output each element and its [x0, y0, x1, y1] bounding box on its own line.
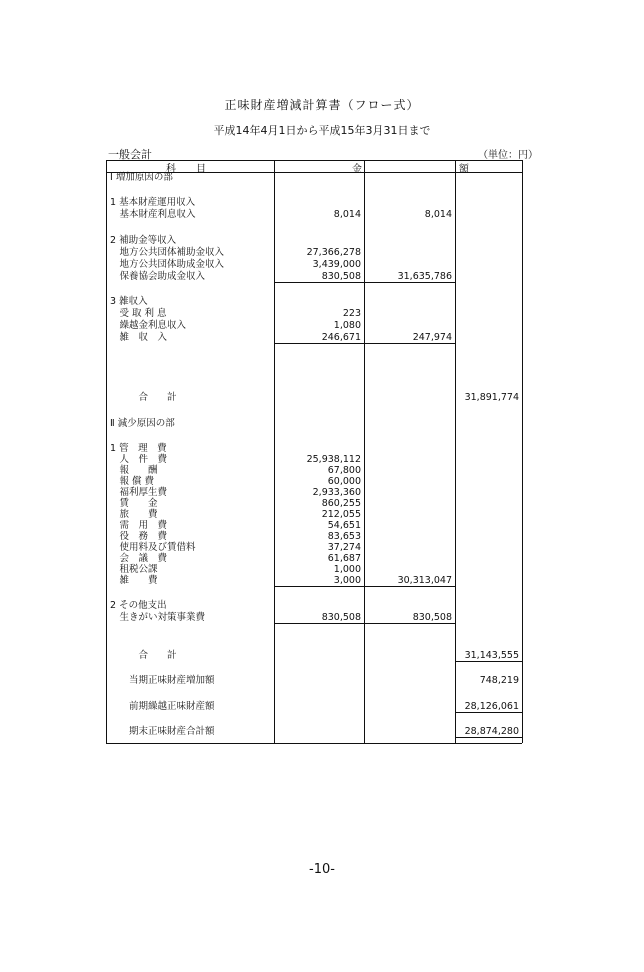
row-label: 1 管 理 費 [110, 443, 167, 454]
amount-detail: 246,671 [321, 332, 361, 343]
section-label: 一般会計 [108, 148, 152, 161]
amount-detail: 3,000 [333, 575, 361, 586]
header-subject: 科 目 [166, 164, 206, 175]
column-divider-2 [364, 160, 365, 743]
row-label: 前期繰越正味財産額 [110, 701, 215, 712]
amount-detail: 2,933,360 [312, 487, 361, 498]
row-label: 2 補助金等収入 [110, 235, 177, 246]
header-amount-right: 額 [459, 164, 469, 175]
page-number: -10- [309, 862, 335, 877]
row-label: 雑 費 [110, 575, 158, 586]
financial-table [106, 160, 522, 743]
amount-detail: 830,508 [321, 612, 361, 623]
row-label: 合 計 [110, 650, 177, 661]
total-rule [455, 661, 522, 662]
amount-subtotal: 30,313,047 [397, 575, 452, 586]
amount-subtotal: 8,014 [424, 209, 452, 220]
amount-detail: 223 [342, 308, 361, 319]
amount-detail: 830,508 [321, 271, 361, 282]
row-label: 報 酬 [110, 465, 158, 476]
row-label: 需 用 費 [110, 520, 168, 531]
total-rule [455, 737, 522, 738]
row-label: 受 取 利 息 [110, 308, 167, 319]
amount-detail: 860,255 [321, 498, 361, 509]
table-border-bottom [106, 743, 522, 744]
row-label: Ⅱ 減少原因の部 [110, 418, 175, 429]
row-label: 繰越金利息収入 [110, 320, 187, 331]
amount-total: 31,143,555 [464, 650, 519, 661]
row-label: 基本財産利息収入 [110, 209, 196, 220]
total-rule [455, 712, 522, 713]
amount-subtotal: 830,508 [412, 612, 452, 623]
amount-detail: 8,014 [333, 209, 361, 220]
row-label: 期末正味財産合計額 [110, 726, 215, 737]
unit-label: （単位：円） [478, 150, 538, 161]
subtotal-rule [274, 586, 455, 587]
amount-detail: 27,366,278 [306, 247, 361, 258]
amount-total: 31,891,774 [464, 392, 519, 403]
row-label: 会 議 費 [110, 553, 168, 564]
amount-detail: 212,055 [321, 509, 361, 520]
reporting-period: 平成14年4月1日から平成15年3月31日まで [213, 124, 431, 137]
subtotal-rule [274, 282, 455, 283]
amount-detail: 60,000 [327, 476, 361, 487]
row-label: 福利厚生費 [110, 487, 168, 498]
row-label: 2 その他支出 [110, 600, 167, 611]
amount-detail: 83,653 [327, 531, 361, 542]
table-border-left [106, 160, 107, 743]
amount-total: 28,874,280 [464, 726, 519, 737]
row-label: 旅 費 [110, 509, 158, 520]
amount-detail: 1,000 [333, 564, 361, 575]
amount-detail: 61,687 [327, 553, 361, 564]
row-label: 報 償 費 [110, 476, 155, 487]
row-label: Ⅰ 増加原因の部 [110, 172, 173, 183]
amount-total: 28,126,061 [464, 701, 519, 712]
row-label: 1 基本財産運用収入 [110, 197, 196, 208]
column-divider-1 [274, 160, 275, 743]
column-divider-3 [455, 160, 456, 743]
row-label: 役 務 費 [110, 531, 168, 542]
amount-detail: 1,080 [333, 320, 361, 331]
amount-subtotal: 31,635,786 [397, 271, 452, 282]
row-label: 賃 金 [110, 498, 158, 509]
table-border-right [522, 160, 523, 743]
row-label: 3 雑収入 [110, 296, 148, 307]
row-label: 租税公課 [110, 564, 158, 575]
row-label: 雑 収 入 [110, 332, 168, 343]
row-label: 合 計 [110, 392, 177, 403]
amount-detail: 67,800 [327, 465, 361, 476]
row-label: 人 件 費 [110, 454, 168, 465]
row-label: 生きがい対策事業費 [110, 612, 206, 623]
row-label: 使用料及び賃借料 [110, 542, 196, 553]
row-label: 保養協会助成金収入 [110, 271, 206, 282]
amount-detail: 54,651 [327, 520, 361, 531]
amount-subtotal: 247,974 [412, 332, 452, 343]
document-title: 正味財産増減計算書（フロー式） [224, 98, 420, 112]
amount-total: 748,219 [479, 675, 519, 686]
row-label: 地方公共団体補助金収入 [110, 247, 225, 258]
amount-detail: 37,274 [327, 542, 361, 553]
subtotal-rule [274, 623, 455, 624]
amount-detail: 3,439,000 [312, 259, 361, 270]
row-label: 当期正味財産増加額 [110, 675, 215, 686]
subtotal-rule [274, 343, 455, 344]
amount-detail: 25,938,112 [306, 454, 361, 465]
row-label: 地方公共団体助成金収入 [110, 259, 225, 270]
header-amount-left: 金 [352, 164, 362, 175]
